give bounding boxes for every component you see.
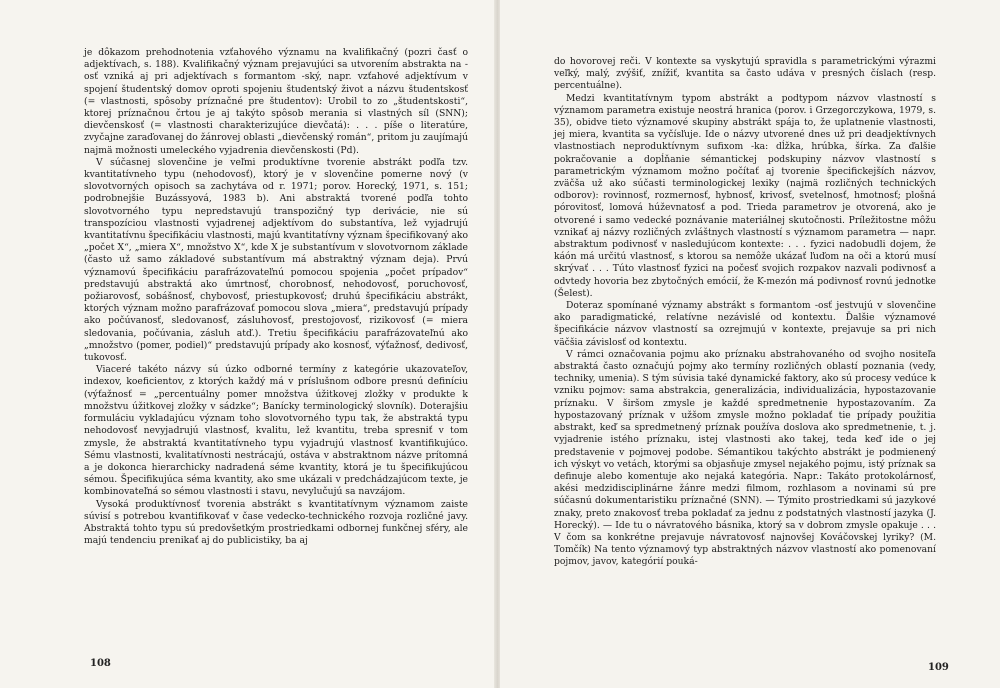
paragraph: Doteraz spomínané významy abstrákt s formantom -osť jestvujú v slovenčine ako paradigmatické, relatívne nezávislé od kontextu. Ďalšie významové špecifikácie názvov vlastností sa ozrejmujú v kontexte, prejavuje sa pri nich väčšia závislosť od kontextu. — [554, 300, 936, 348]
page-number: 109 — [928, 662, 949, 673]
paragraph: V súčasnej slovenčine je veľmi produktívne tvorenie abstrákt podľa tzv. kvantitatívneho typu (nehodovosť), ktorý je v slovenčine pomerne nový (v slovotvorných opisoch sa zachytáva od r. 1971; porov. Horecký, 1971, s. 151; podrobnejšie Buzássyová, 1983 b). Ani abstraktá tvorené podľa tohto slovotvorného typu nepredstavujú transpozičný typ derivácie, nie sú transpozíciou vlastnosti vyjadrenej adjektívom do substantíva, lež vyjadrujú kvantitatívnu špecifikáciu vlastnosti, majú kvantitatívny význam špecifikovaný ako „počet X“, „miera X“, množstvo X“, kde X je substantívum v slovotvornom základe (často už samo základové substantívum má abstraktný význam deja). Prvú významovú špecifikáciu parafrázovateľnú pomocou spojenia „počet prípadov“ predstavujú abstraktá ako úmrtnosť, chorobnosť, nehodovosť, poruchovosť, požiarovosť, sobášnosť, chybovosť, priestupkovosť; druhú špecifikáciu abstrákt, ktorých význam možno parafrázovať pomocou slova „miera“, predstavujú prípady ako počúvanosť, sledovanosť, zásluhovosť, prestojovosť, rizikovosť (= miera sledovania, počúvania, zásluh atď.). Tretiu špecifikáciu parafrázovateľnú ako „množstvo (pomer, podiel)“ predstavujú prípady ako kosnosť, výťažnosť, dedivosť, tukovosť. — [84, 156, 468, 364]
paragraph: je dôkazom prehodnotenia vzťahového významu na kvalifikačný (pozri časť o adjektívach, s. 188). Kvalifikačný význam prejavujúci sa utvorením abstrakta na -osť vzniká aj pri adjektívach s formantom -ský, napr. vzťahové adjektívum v spojení študentský domov oproti spojeniu študentský život a názvu študentskosť (= vlastnosti, spôsoby príznačné pre študentov): Urobil to zo „študentskosti“, ktorej príznačnou črtou je aj takýto spôsob merania si vlastných síl (SNN); dievčenskosť (= vlastnosti charakterizujúce dievčatá): . . . píše o literatúre, zvyčajne zaraďovanej do žánrovej oblasti „dievčenský román“, pritom ju zaujímajú najmä možnosti umeleckého vyjadrenia dievčenskosti (Pd). — [84, 47, 468, 156]
paragraph: do hovorovej reči. V kontexte sa vyskytujú spravidla s parametrickými výrazmi veľký, malý, zvýšiť, znížiť, kvantita sa často udáva v presných číslach (resp. percentuálne). — [554, 56, 936, 92]
left-page-text — [84, 47, 468, 547]
paragraph: Viaceré takéto názvy sú úzko odborné termíny z kategórie ukazovateľov, indexov, koeficientov, z ktorých každý má v príslušnom odbore presnú definíciu (výťažnosť = „percentuálny pomer množstva úžitkovej zložky v produkte k množstvu úžitkovej zložky v sádzke“; Banícky terminologický slovník). Doterajšiu formuláciu vykladajúcu význam toho slovotvorného typu tak, že abstraktá typu nehodovosť nevyjadrujú vlastnosť, kvalitu, lež kvantitu, treba spresniť v tom zmysle, že abstraktá kvantitatívneho typu vyjadrujú vlastnosť kvantifikujúco. Sému vlastnosti, kvalitatívnosti nestrácajú, ostáva v abstraktnom názve prítomná a je dokonca hierarchicky nadradená séme kvantity, ktorá je tu špecifikujúcou sémou. Špecifikujúca séma kvantity, ako sme ukázali v predchádzajúcom texte, je kombinovateľná so sémou vlastnosti i stavu, nevylučujú sa navzájom. — [84, 364, 468, 498]
paragraph: Medzi kvantitatívnym typom abstrákt a podtypom názvov vlastností s významom parametra existuje neostrá hranica (porov. i Grzegorczykowa, 1979, s. 35), obidve tieto významové skupiny abstrákt spája to, že uplatnenie vlastnosti, jej miera, kvantita sa vyčísľuje. Ide o názvy utvorené dnes už pri deadjektívnych vlastnostiach neproduktívnym sufixom -ka: dĺžka, hrúbka, šírka. Za ďalšie pokračovanie a dopĺňanie sémantickej podskupiny názvov vlastností s parametrickým významom možno počítať aj tvorenie špecifickejších názvov, zväčša už ako súčasti terminologickej lexiky (najmä rozličných technických odborov): rovinnosť, rozmernosť, hybnosť, krivosť, svetelnosť, hmotnosť; plošná pórovitosť, lomová húževnatosť a pod. Trieda parametrov je otvorená, ako je otvorené i samo vedecké poznávanie materiálnej skutočnosti. Príležitostne môžu vznikať aj názvy rozličných zvláštnych vlastností s významom parametra — napr. abstraktum podivnosť v nasledujúcom kontexte: . . . fyzici nadobudli dojem, že káón má určitú vlastnosť, s ktorou sa nemôže ukázať ľuďom na oči a ktorú musí skrývať . . . Túto vlastnosť fyzici na počesť svojich rozpakov nazvali podivnosť a odvtedy hovoria bez zbytočných emócií, že K-mezón má podivnosť rovnú jednotke (Šelest). — [554, 92, 936, 299]
right-page-text — [554, 56, 936, 569]
paragraph: V rámci označovania pojmu ako príznaku abstrahovaného od svojho nositeľa abstraktá často označujú pojmy ako termíny rozličných oblastí poznania (vedy, techniky, umenia). S tým súvisia také dynamické faktory, ako sú procesy vedúce k vzniku pojmov: sama abstrakcia, generalizácia, individualizácia, hypostazovanie príznaku. V širšom zmysle je každé spredmetnenie hypostazovaním. Za hypostazovaný príznak v užšom zmysle možno pokladať tie prípady použitia abstrakt, keď sa spredmetnený príznak používa doslova ako spredmetnenie, t. j. vyjadrenie istého príznaku, istej vlastnosti ako takej, teda keď ide o jej predstavenie v pojmovej podobe. Sémantikou takýchto abstrákt je podmienený ich výskyt vo vetách, ktorými sa objasňuje zmysel nejakého pojmu, istý príznak sa definuje alebo komentuje ako nejaká kategória. Napr.: Takáto protokolárnosť, akési medzidisciplinárne žánre medzi filmom, rozhlasom a novinami sú pre súčasnú dokumentaristiku príznačné (SNN). — Týmito prostriedkami sú jazykové znaky, preto znakovosť treba pokladať za jednu z podstatných vlastností jazyka (J. Horecký). — Ide tu o návratového básnika, ktorý sa v dobrom zmysle opakuje . . . V čom sa konkrétne prejavuje návratovosť najnovšej Kováčovskej lyriky? (M. Tomčík) Na tento významový typ abstraktných názvov vlastností ako pomenovaní pojmov, javov, kategórií pouká- — [554, 348, 936, 568]
right-page — [500, 0, 1000, 688]
paragraph: Vysoká produktívnosť tvorenia abstrákt s kvantitatívnym významom zaiste súvisí s potrebou kvantifikovať v čase vedecko-technického rozvoja rozličné javy. Abstraktá tohto typu sú predovšetkým prostriedkami odbornej funkčnej sféry, ale majú tendenciu prenikať aj do publicistiky, ba aj — [84, 498, 468, 547]
page-number: 108 — [90, 658, 111, 669]
left-page — [0, 0, 496, 688]
